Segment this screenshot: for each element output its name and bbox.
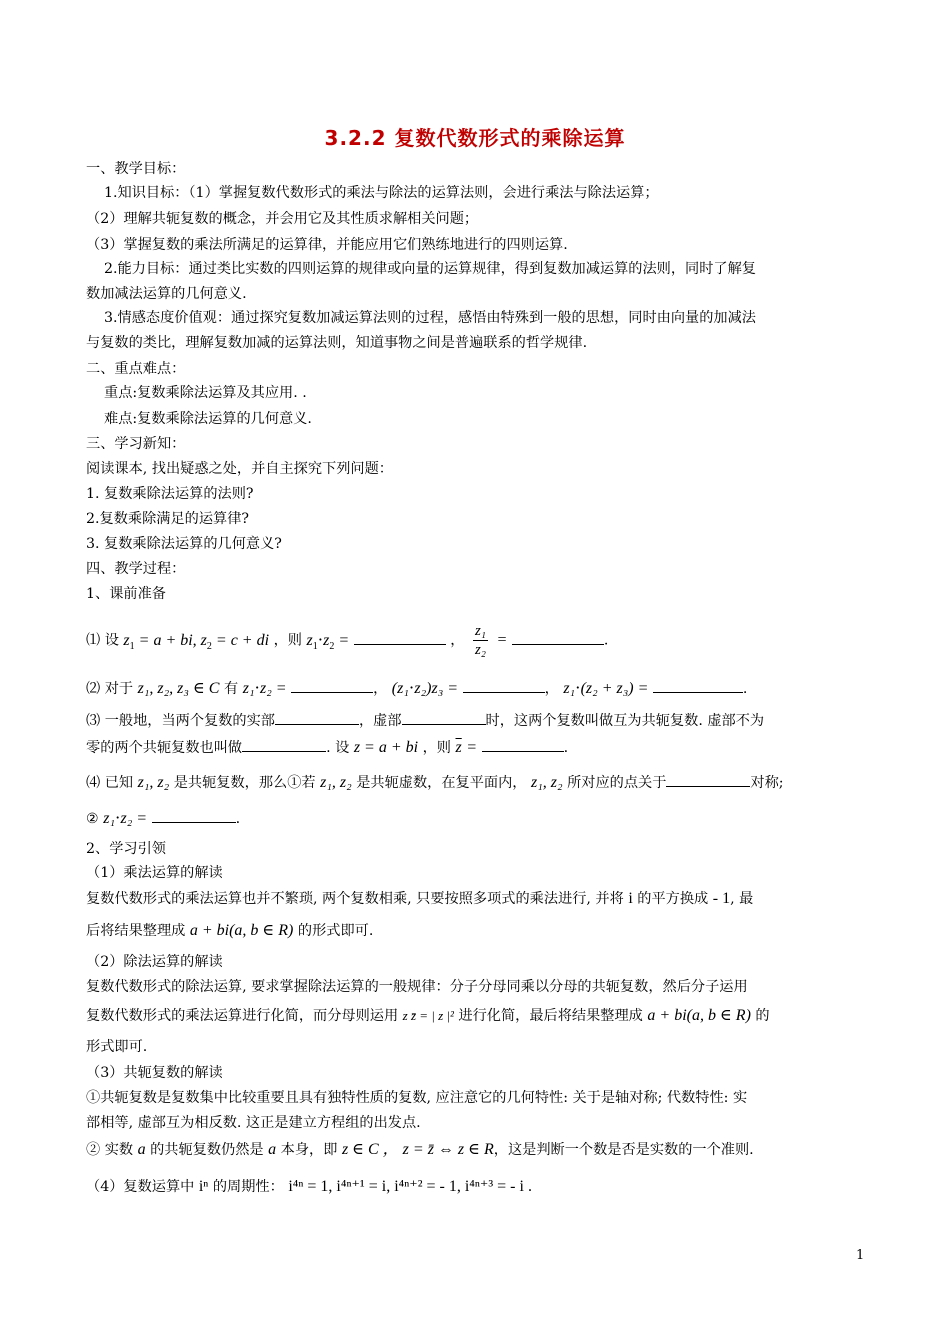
text: 的周期性： [212, 1179, 284, 1195]
text: ⑴ 设 [86, 632, 119, 649]
section-2-heading: 二、重点难点： [86, 361, 186, 377]
text-line [86, 1178, 876, 1196]
math-expression: z₁⋅(z₂ + z₃) = [563, 680, 649, 697]
text-line: ①共轭复数是复数集中比较重要且具有独特性质的复数, 应注意它的几何特性: 关于是轴对称; 代数特性: 实 [86, 1090, 748, 1106]
text: ， [450, 632, 465, 649]
math-expression: $z_1 = a$ + bi, $z_2 = c$ + di [123, 631, 270, 652]
fill-blank[interactable] [463, 678, 545, 693]
text-line: 重点:复数乘除法运算及其应用. . [104, 385, 307, 401]
text: ，这是判断一个数是否是实数的一个准则. [493, 1142, 754, 1158]
text: ⑵ 对于 [86, 681, 134, 697]
text: ⑶ 一般地，当两个复数的实部 [86, 713, 275, 729]
math-expression: a + bi(a, b ∈ R) [647, 1007, 751, 1024]
text-line: 复数代数形式的除法运算, 要求掌握除法运算的一般规律：分子分母同乘以分母的共轭复数，然后分子运用 [86, 979, 748, 995]
paragraph-heading: （2）除法运算的解读 [86, 954, 223, 970]
fill-blank[interactable] [402, 710, 486, 725]
text-line: 与复数的类比，理解复数加减的运算法则，知道事物之间是普遍联系的哲学规律. [86, 335, 588, 351]
math-expression: a [268, 1141, 277, 1158]
text: ② 实数 [86, 1142, 134, 1158]
text: 的形式即可. [297, 923, 374, 939]
text-line [86, 1141, 876, 1159]
math-expression: - 1 [712, 890, 731, 907]
text: 是共轭复数，那么①若 [173, 775, 316, 791]
fraction: $\frac{\text{z₁}}{\text{z₂}}$ [474, 623, 487, 658]
section-1-heading: 一、教学目标： [86, 161, 186, 177]
text: ，则 [422, 740, 451, 756]
text: 进行化简，最后将结果整理成 [458, 1008, 643, 1024]
text-line: 部相等, 虚部互为相反数. 这正是建立方程组的出发点. [86, 1115, 421, 1131]
question-1: ⑴ 设 $z_1 = a$ + bi, $z_2 = c$ + di ，则 $z_1\cdot z_2$ = ， $\frac{\text{z₁}}{\text{z₂}}$ = . [86, 623, 609, 658]
text: 时，这两个复数叫做互为共轭复数. 虚部不为 [485, 713, 765, 729]
fill-blank[interactable] [666, 772, 750, 787]
section-3-heading: 三、学习新知： [86, 436, 186, 452]
math-expression: $\overline{z}$ [455, 739, 462, 756]
math-expression: z₁⋅z₂ = [242, 680, 287, 697]
text: 的平方换成 [637, 891, 709, 907]
math-expression: (z₁⋅z₂)z₃ = [391, 680, 459, 697]
fill-blank[interactable] [152, 808, 236, 823]
question-item: 2.复数乘除满足的运算律? [86, 511, 250, 527]
page-number: 1 [856, 1248, 865, 1263]
text: 后将结果整理成 [86, 923, 186, 939]
math-expression: iⁿ [198, 1178, 209, 1195]
question-3 [86, 710, 876, 730]
text-line: （3）掌握复数的乘法所满足的运算律，并能应用它们熟练地进行的四则运算. [86, 237, 568, 253]
text: 零的两个共轭复数也叫做 [86, 740, 243, 756]
math-expression: z₁, z₂, z₃ ∈ C [137, 680, 220, 697]
subsection-heading: 1、课前准备 [86, 586, 166, 602]
text-line: 难点:复数乘除法运算的几何意义. [104, 411, 312, 427]
math-expression: z₁, z₂ [530, 774, 563, 791]
section-4-heading: 四、教学过程： [86, 561, 186, 577]
text-line: 形式即可. [86, 1039, 148, 1055]
text: 复数代数形式的乘法运算也并不繁琐, 两个复数相乘, 只要按照多项式的乘法进行, 并将 [86, 891, 624, 907]
text: ，则 [273, 632, 302, 649]
math-expression: a + bi(a, b ∈ R) [189, 922, 294, 939]
math-expression: $z_1\cdot z_2$ = [306, 631, 350, 652]
subsection-heading: 2、学习引领 [86, 841, 166, 857]
question-4 [86, 772, 876, 792]
text: ，虚部 [358, 713, 402, 729]
fill-blank[interactable] [512, 630, 604, 645]
math-expression: z ∈ C ， z = z̄ ⇔ z ∈ R [341, 1141, 494, 1158]
math-expression: z z̄ = | z |² [402, 1008, 454, 1023]
text: 的 [755, 1008, 770, 1024]
math-expression: = [466, 739, 478, 756]
text: 本身，即 [280, 1142, 338, 1158]
fill-blank[interactable] [291, 678, 373, 693]
fill-blank[interactable] [354, 630, 446, 645]
paragraph-heading: （1）乘法运算的解读 [86, 865, 223, 881]
document-title: 3.2.2 复数代数形式的乘除运算 [324, 126, 626, 150]
text: , 最 [730, 891, 754, 907]
math-expression: = [496, 631, 508, 649]
question-3-cont: 零的两个共轭复数也叫做 . 设 z = a + bi ，则 $\overline{z}$ = . [86, 739, 569, 756]
fill-blank[interactable] [653, 678, 743, 693]
text: 复数代数形式的乘法运算进行化简，而分母则运用 [86, 1008, 399, 1024]
math-expression: a [137, 1141, 146, 1158]
question-2: ⑵ 对于 z₁, z₂, z₃ ∈ C 有 z₁⋅z₂ = ， (z₁⋅z₂)z₃ = ， z₁⋅(z₂ + z₃) = . [86, 680, 748, 697]
text: 有 [224, 681, 239, 697]
text-line [86, 1007, 876, 1025]
text: 是共轭虚数，在复平面内， [356, 775, 527, 791]
text: 对称; [750, 775, 784, 791]
text-line: 数加减法运算的几何意义. [86, 286, 247, 302]
text: ② [86, 811, 99, 827]
question-item: 1. 复数乘除法运算的法则? [86, 486, 254, 502]
text: ⑷ 已知 [86, 775, 134, 791]
paragraph-heading: （3）共轭复数的解读 [86, 1065, 223, 1081]
text-line [86, 890, 876, 908]
text: （4）复数运算中 [86, 1179, 195, 1195]
text-line: 1.知识目标：（1）掌握复数代数形式的乘法与除法的运算法则，会进行乘法与除法运算； [104, 185, 659, 201]
text-line: 3.情感态度价值观：通过探究复数加减运算法则的过程，感悟由特殊到一般的思想，同时由向量的加减法 [104, 310, 756, 326]
text-line: （2）理解共轭复数的概念，并会用它及其性质求解相关问题； [86, 211, 479, 227]
math-expression: z = a + bi [353, 739, 419, 756]
fill-blank[interactable] [242, 737, 326, 752]
question-item: 3. 复数乘除法运算的几何意义? [86, 536, 282, 552]
math-expression: z₁⋅z₂ = [103, 810, 148, 827]
text: 所对应的点关于 [567, 775, 667, 791]
math-expression: i⁴ⁿ = 1, i⁴ⁿ⁺¹ = i, i⁴ⁿ⁺² = - 1, i⁴ⁿ⁺³ = - i . [288, 1178, 532, 1195]
math-expression: z₁, z₂ [137, 774, 170, 791]
text-line: 阅读课本, 找出疑惑之处，并自主探究下列问题： [86, 461, 393, 477]
text-line [86, 922, 876, 940]
text-line: 2.能力目标：通过类比实数的四则运算的规律或向量的运算规律，得到复数加减运算的法则，同时了解复 [104, 261, 756, 277]
text: . 设 [326, 740, 350, 756]
math-expression: z₁, z₂ [320, 774, 352, 791]
fill-blank[interactable] [482, 737, 564, 752]
math-expression: i [628, 890, 633, 907]
text: 的共轭复数仍然是 [150, 1142, 264, 1158]
question-4-cont: ② z₁⋅z₂ = . [86, 810, 241, 827]
fill-blank[interactable] [275, 710, 359, 725]
